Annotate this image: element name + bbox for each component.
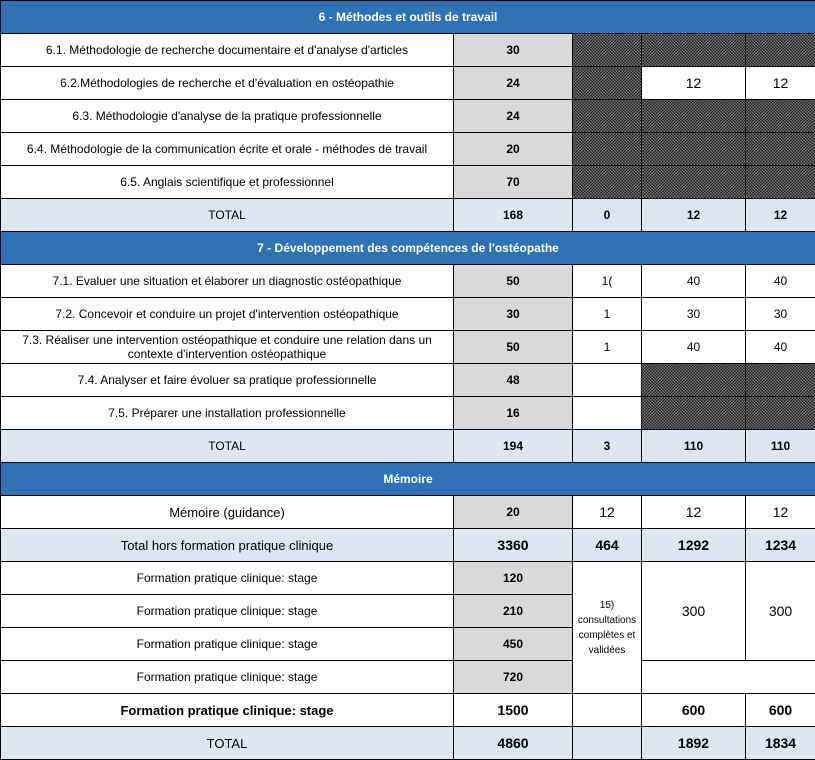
section-title: 6 - Méthodes et outils de travail xyxy=(1,1,815,34)
hours-cell: 30 xyxy=(454,298,573,331)
hatched-cell xyxy=(573,67,642,100)
hours-cell: 16 xyxy=(454,397,573,430)
total-hours: 3360 xyxy=(454,529,573,562)
hours-cell: 30 xyxy=(454,34,573,67)
hatched-cell xyxy=(642,397,746,430)
row-label: 6.4. Méthodologie de la communication écrite et orale - méthodes de travail xyxy=(1,133,454,166)
table-row xyxy=(1,67,815,100)
value-cell: 30 xyxy=(746,298,815,331)
hatched-cell xyxy=(746,34,815,67)
hatched-cell xyxy=(746,133,815,166)
total-label: TOTAL xyxy=(1,199,454,232)
row-label: 7.4. Analyser et faire évoluer sa pratique professionnelle xyxy=(1,364,454,397)
total-hours: 4860 xyxy=(454,727,573,760)
value-cell: 12 xyxy=(642,67,746,100)
hours-cell: 50 xyxy=(454,331,573,364)
value-cell: 40 xyxy=(642,331,746,364)
subtotal-value xyxy=(573,694,642,727)
total-value: 12 xyxy=(746,199,815,232)
hours-cell: 20 xyxy=(454,496,573,529)
row-label: 6.2.Méthodologies de recherche et d'évaluation en ostéopathie xyxy=(1,67,454,100)
empty-cell xyxy=(642,661,815,694)
subtotal-value: 600 xyxy=(642,694,746,727)
value-cell: 30 xyxy=(642,298,746,331)
total-value: 1834 xyxy=(746,727,815,760)
table-row xyxy=(1,100,815,133)
total-value: 12 xyxy=(642,199,746,232)
total-row xyxy=(1,529,815,562)
total-value: 0 xyxy=(573,199,642,232)
total-value: 1892 xyxy=(642,727,746,760)
subtotal-hours: 1500 xyxy=(454,694,573,727)
table-row xyxy=(1,298,815,331)
section-title: Mémoire xyxy=(1,463,815,496)
total-value: 110 xyxy=(746,430,815,463)
row-label: 7.5. Préparer une installation professionnelle xyxy=(1,397,454,430)
subtotal-row xyxy=(1,694,815,727)
total-label: TOTAL xyxy=(1,727,454,760)
table-row xyxy=(1,34,815,67)
total-value: 3 xyxy=(573,430,642,463)
total-hours: 194 xyxy=(454,430,573,463)
value-cell: 12 xyxy=(746,496,815,529)
value-cell xyxy=(573,397,642,430)
hatched-cell xyxy=(746,166,815,199)
section-header-memoire xyxy=(1,463,815,496)
grand-total-row xyxy=(1,727,815,760)
value-cell: 12 xyxy=(746,67,815,100)
hatched-cell xyxy=(573,166,642,199)
total-value xyxy=(573,727,642,760)
hours-cell: 70 xyxy=(454,166,573,199)
total-row xyxy=(1,199,815,232)
hours-cell: 24 xyxy=(454,100,573,133)
hours-cell: 450 xyxy=(454,628,573,661)
table-row xyxy=(1,166,815,199)
value-cell: 12 xyxy=(573,496,642,529)
hatched-cell xyxy=(573,34,642,67)
hatched-cell xyxy=(573,100,642,133)
section-header-6 xyxy=(1,1,815,34)
table-row xyxy=(1,133,815,166)
total-row xyxy=(1,430,815,463)
total-hours: 168 xyxy=(454,199,573,232)
value-cell: 1( xyxy=(573,265,642,298)
hatched-cell xyxy=(642,100,746,133)
subtotal-value: 600 xyxy=(746,694,815,727)
row-label: Mémoire (guidance) xyxy=(1,496,454,529)
hours-cell: 20 xyxy=(454,133,573,166)
total-value: 464 xyxy=(573,529,642,562)
value-cell: 40 xyxy=(642,265,746,298)
row-label: Formation pratique clinique: stage xyxy=(1,628,454,661)
table-row xyxy=(1,661,815,694)
hatched-cell xyxy=(573,133,642,166)
hatched-cell xyxy=(642,133,746,166)
hours-cell: 50 xyxy=(454,265,573,298)
row-label: Formation pratique clinique: stage xyxy=(1,562,454,595)
value-cell: 300 xyxy=(642,562,746,661)
value-cell xyxy=(573,364,642,397)
consultations-note: 15) consultations complètes et validées xyxy=(573,562,642,694)
row-label: 7.1. Evaluer une situation et élaborer un diagnostic ostéopathique xyxy=(1,265,454,298)
row-label: Formation pratique clinique: stage xyxy=(1,595,454,628)
table-row xyxy=(1,397,815,430)
value-cell: 1 xyxy=(573,331,642,364)
hours-cell: 120 xyxy=(454,562,573,595)
hatched-cell xyxy=(746,397,815,430)
row-label: 6.1. Méthodologie de recherche documentaire et d'analyse d'articles xyxy=(1,34,454,67)
hatched-cell xyxy=(642,34,746,67)
hours-cell: 24 xyxy=(454,67,573,100)
value-cell: 300 xyxy=(746,562,815,661)
section-title: 7 - Développement des compétences de l'ostéopathe xyxy=(1,232,815,265)
table-row xyxy=(1,364,815,397)
hours-cell: 210 xyxy=(454,595,573,628)
row-label: 6.5. Anglais scientifique et professionnel xyxy=(1,166,454,199)
row-label: 7.2. Concevoir et conduire un projet d'intervention ostéopathique xyxy=(1,298,454,331)
total-label: TOTAL xyxy=(1,430,454,463)
hatched-cell xyxy=(746,100,815,133)
subtotal-label: Formation pratique clinique: stage xyxy=(1,694,454,727)
value-cell: 40 xyxy=(746,265,815,298)
table-row xyxy=(1,331,815,364)
value-cell: 40 xyxy=(746,331,815,364)
hatched-cell xyxy=(642,364,746,397)
table-row xyxy=(1,496,815,529)
row-label: Formation pratique clinique: stage xyxy=(1,661,454,694)
total-label: Total hors formation pratique clinique xyxy=(1,529,454,562)
total-value: 110 xyxy=(642,430,746,463)
value-cell: 1 xyxy=(573,298,642,331)
hatched-cell xyxy=(642,166,746,199)
table-row xyxy=(1,562,815,595)
value-cell: 12 xyxy=(642,496,746,529)
total-value: 1234 xyxy=(746,529,815,562)
hours-cell: 720 xyxy=(454,661,573,694)
section-header-7 xyxy=(1,232,815,265)
row-label: 7.3. Réaliser une intervention ostéopathique et conduire une relation dans un contexte d'intervention ostéopathique xyxy=(1,331,454,364)
total-value: 1292 xyxy=(642,529,746,562)
table-row xyxy=(1,265,815,298)
row-label: 6.3. Méthodologie d'analyse de la pratique professionnelle xyxy=(1,100,454,133)
hatched-cell xyxy=(746,364,815,397)
hours-cell: 48 xyxy=(454,364,573,397)
